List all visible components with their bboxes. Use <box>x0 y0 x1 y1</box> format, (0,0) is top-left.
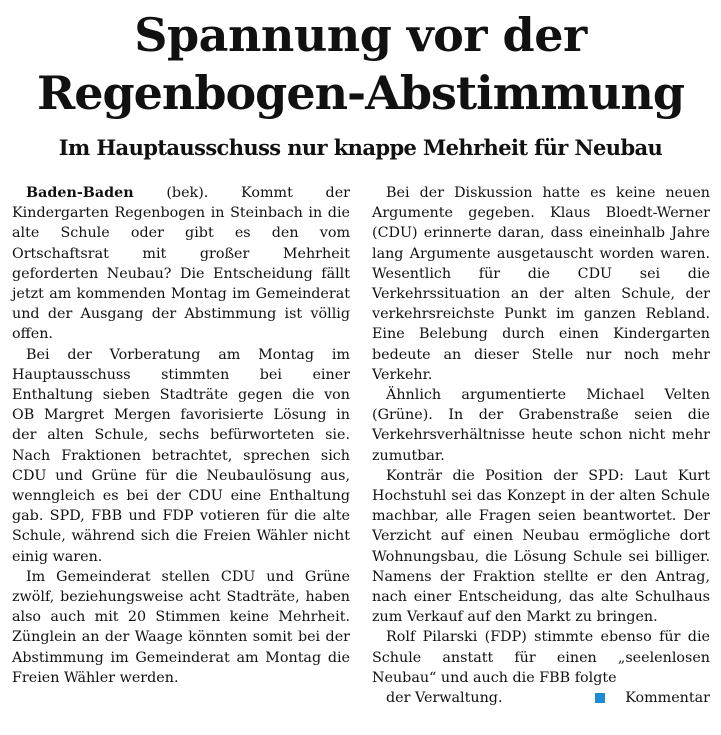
subheadline: Im Hauptausschuss nur knappe Mehrheit für Neubau <box>58 135 663 160</box>
article-paragraph <box>12 183 350 345</box>
kommentar-link[interactable] <box>595 688 710 708</box>
kommentar-label: Kommentar <box>625 690 710 707</box>
paragraph-text: (bek). Kommt der Kindergarten Regenbogen in Steinbach in die alte Schule oder gibt es den vom Ortschaftsrat mit großer Mehrheit geforderten Neubau? Die Entscheidung fällt jetzt am kommenden Montag im Gemeinderat und der Ausgang der Abstimmung ist völlig offen. <box>12 185 350 343</box>
article-paragraph: Rolf Pilarski (FDP) stimmte ebenso für die Schule anstatt für einen „seelenlosen Neubau“ und auch die FBB folgte <box>372 629 710 686</box>
article-paragraph: Bei der Diskussion hatte es keine neuen Argumente gegeben. Klaus Bloedt-Werner (CDU) erinnerte daran, dass eineinhalb Jahre lang Argumente ausgetauscht worden waren. Wesentlich für die CDU sei die Verkehrssituation an der alten Schule, der verkehrsreichste Punkt im ganzen Rebland. Eine Belebung durch einen Kindergarten bedeute an dieser Stelle nur noch mehr Verkehr. <box>372 185 710 383</box>
article-paragraph: Im Gemeinderat stellen CDU und Grüne zwölf, beziehungsweise acht Stadträte, haben also auch mit 20 Stimmen keine Mehrheit. Zünglein an der Waage könnten somit bei der Abstimmung im Gemeinderat am Montag die Freien Wähler werden. <box>12 568 350 686</box>
headline-line-2: Regenbogen-Abstimmung <box>36 66 685 120</box>
dateline: Baden-Baden <box>26 185 134 201</box>
article-column-right <box>372 183 710 708</box>
headline-line-1: Spannung vor der <box>134 8 587 62</box>
article-final-line <box>372 688 710 708</box>
article-column-left <box>12 183 350 688</box>
final-text: der Verwaltung. <box>386 690 503 707</box>
article-paragraph: Bei der Vorberatung am Montag im Hauptausschuss stimmten bei einer Enthaltung sieben Stadträte gegen die von OB Margret Mergen favorisierte Lösung in der alten Schule, sechs befürworteten sie. Nach Fraktionen betrachtet, sprechen sich CDU und Grüne für die Neubaulösung aus, wenngleich es bei der CDU eine Enthaltung gab. SPD, FBB und FDP votieren für die alte Schule, während sich die Freien Wähler nicht einig waren. <box>12 346 350 565</box>
article-paragraph: Ähnlich argumentierte Michael Velten (Grüne). In der Grabenstraße seien die Verkehrsverhältnisse heute schon nicht mehr zumutbar. <box>372 387 710 464</box>
article-paragraph: Konträr die Position der SPD: Laut Kurt Hochstuhl sei das Konzept in der alten Schule machbar, alle Fragen seien beantwortet. Der Verzicht auf einen Neubau ermögliche dort Wohnungsbau, die Lösung Schule sei billiger. Namens der Fraktion stellte er den Antrag, nach einer Entscheidung, das alte Schulhaus zum Verkauf auf den Markt zu bringen. <box>372 467 710 626</box>
square-icon <box>595 693 605 703</box>
